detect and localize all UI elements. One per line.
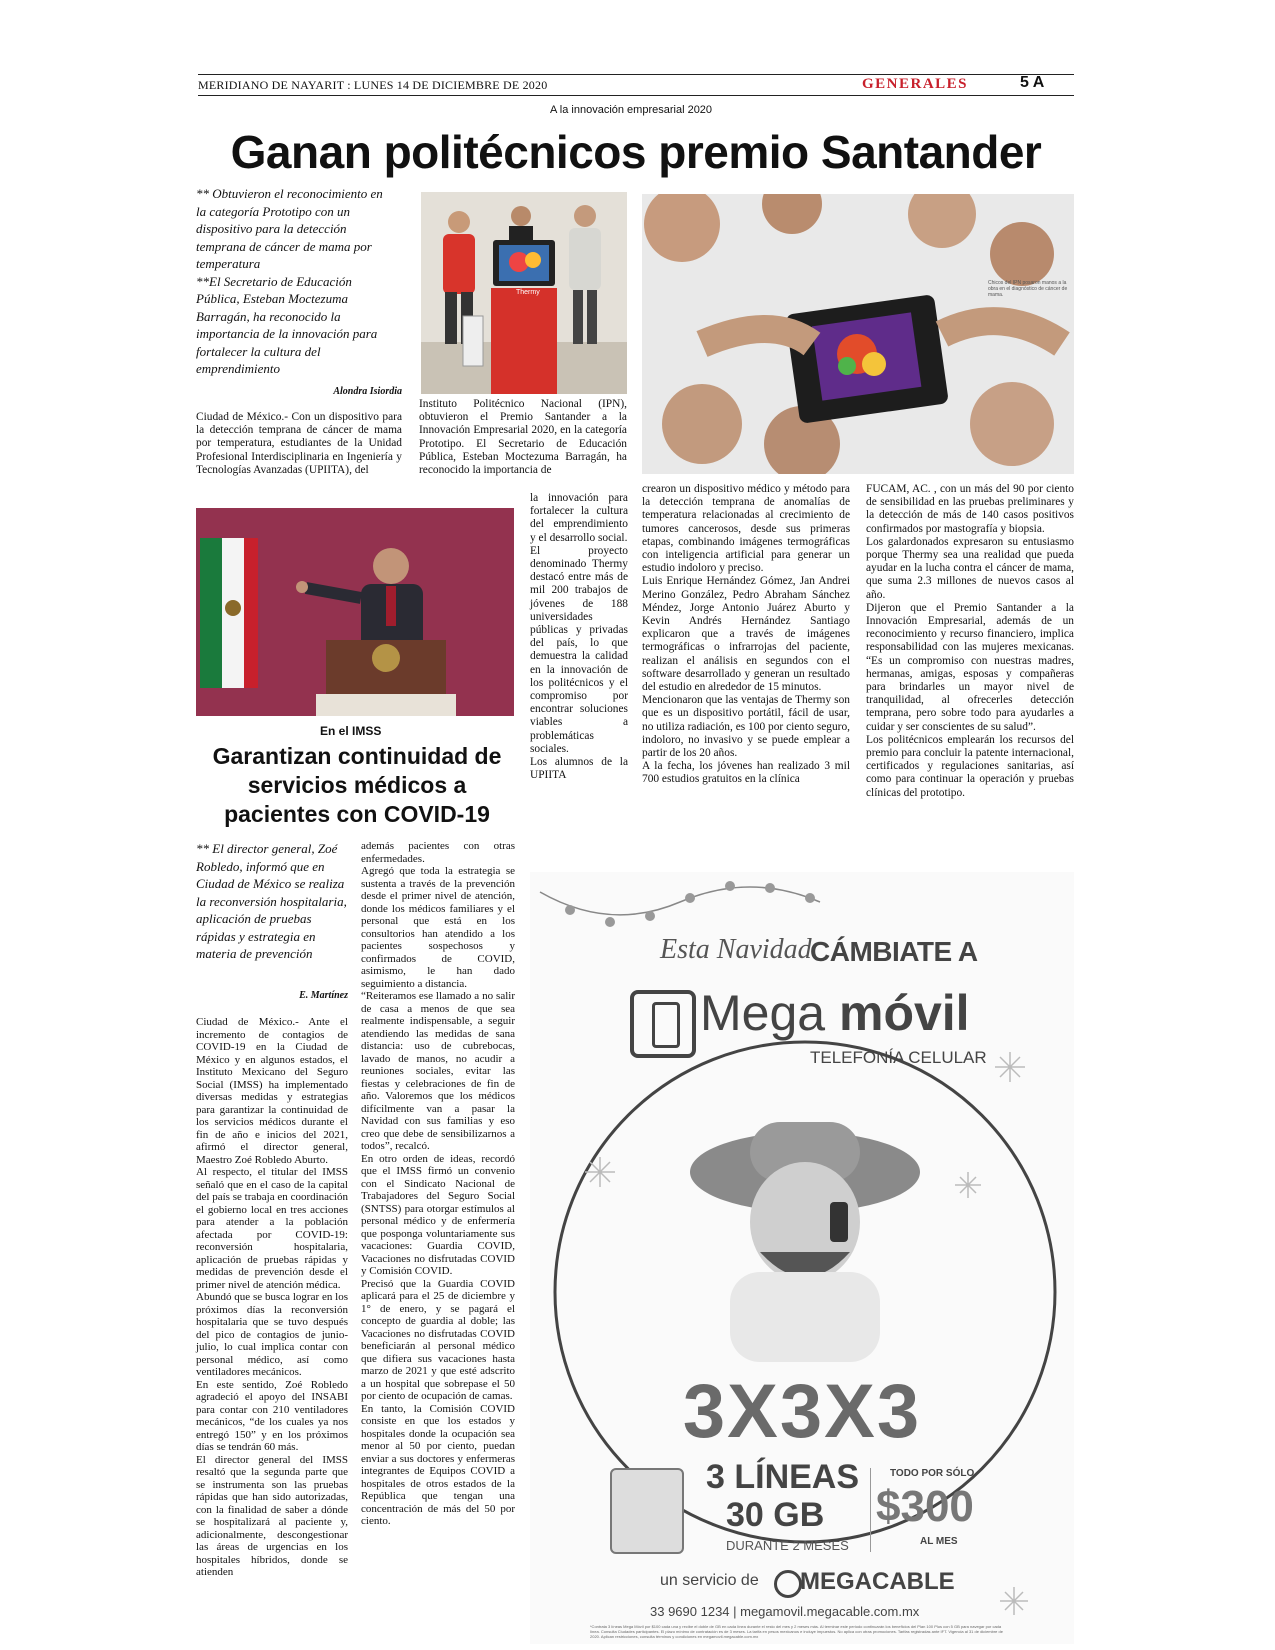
paper-dateline: MERIDIANO DE NAYARIT : LUNES 14 DE DICIEMBRE DE 2020 xyxy=(198,78,548,92)
students-device-photo xyxy=(421,192,627,394)
story2-deck: ** El director general, Zoé Robledo, informó que en Ciudad de México se realiza la reconversión hospitalaria, aplicación de pruebas rápidas y estrategia en materia de prevención xyxy=(196,841,347,961)
page-number: 5 A xyxy=(1020,74,1045,91)
header-bottom-rule xyxy=(198,95,1074,96)
ad-tagline-script: Esta Navidad xyxy=(660,934,812,965)
thermal-camera-photo xyxy=(642,194,1074,474)
phones-icon xyxy=(610,1468,684,1554)
megacable-logo-icon xyxy=(774,1570,802,1598)
section-name: GENERALES xyxy=(862,76,969,92)
story2-column-1: Ciudad de México.- Ante el incremento de contagios de COVID-19 en la Ciudad de México y en algunos estados, el Instituto Mexicano del Seguro Social (IMSS) ha implementado diversas medidas y estrategias para garantizar la continuidad de los servicios médicos durante el fin de año e inicios del 2021, afirmó el director general, Maestro Zoé Robledo Aburto. Al respecto, el titular del IMSS señaló que en el caso de la capital del país se trabaja en coordinación el gobierno local en tres acciones para atender a la población afectada por COVID-19: reconversión hospitalaria, aplicación de pruebas rápidas y medidas de prevención desde el primer nivel de atención médica. Abundó que se busca lograr en los próximos días la reconversión hospitalaria que se tuvo después del pico de contagios de junio-julio, lo cual implica contar con personal médico, así como ventiladores mecánicos. En este sentido, Zoé Robledo agradeció el apoyo del INSABI para contar con 210 ventiladores mecánicos, “de los cuales ya nos entregó 150” y en los próximos días se tendrán 60 más. El director general del IMSS resaltó que la segunda parte que se instrumenta son las pruebas rápidas que han sido autorizadas, con la finalidad de saber a dónde se hospitalizará al paciente y, adicionalmente, descongestionar las áreas de urgencias en los hospitales híbridos, donde se atienden xyxy=(196,1016,348,1578)
ad-brand-sub: TELEFONÍA CELULAR xyxy=(810,1048,987,1067)
story1-byline: Alondra Isiordia xyxy=(333,386,402,397)
story2-headline: Garantizan continuidad de servicios médicos a pacientes con COVID-19 xyxy=(212,743,502,827)
ad-contact: 33 9690 1234 | megamovil.megacable.com.mx xyxy=(650,1604,920,1619)
ad-todo-por: TODO POR SÓLO xyxy=(890,1468,975,1479)
story1-column-4: FUCAM, AC. , con un más del 90 por ciento de sensibilidad en las pruebas preliminares y la detección de más de 140 casos positivos confirmados por mastografía y biopsia. Los galardonados expresaron su entusiasmo porque Thermy sea una realidad que pueda ayudar en la lucha contra el cáncer de mama, que suma 2.3 millones de nuevos casos al año. Dijeron que el Premio Santander a la Innovación Empresarial, además de un reconocimiento y recurso financiero, implica responsabilidad con las mujeres mexicanas. “Es un compromiso con nuestras madres, hermanas, amigas, esposas y compañeras para brindarles un mayor nivel de tranquilidad, al ofrecerles detección temprana, pero sobre todo para ayudarles a cuidar y ser conscientes de su salud”. Los politécnicos emplearán los recursos del premio para concluir la patente internacional, certificados y regulaciones sanitarias, así como para continuar la operación y pruebas clínicas del prototipo. xyxy=(866,483,1074,799)
story1-deck: ** Obtuvieron el reconocimiento en la categoría Prototipo con un dispositivo para la detección temprana de cáncer de mama por temperatura **El Secretario de Educación Pública, Esteban Moctezuma Barragán, ha reconocido la importancia de la innovación para fortalecer la cultura del emprendimiento xyxy=(196,186,383,376)
story2-kicker: En el IMSS xyxy=(320,724,382,738)
ad-megacable: MEGACABLE xyxy=(800,1568,955,1595)
brand-movil: móvil xyxy=(838,985,970,1041)
brand-mega: Mega xyxy=(700,985,826,1041)
story1-column-2b: la innovación para fortalecer la cultura del emprendimiento y el desarrollo social. El proyecto denominado Thermy destacó entre más de mil 200 trabajos de jóvenes de 188 universidades públicas y privadas del país, lo que demuestra la calidad en la innovación de los politécnicos y el compromiso por encontrar soluciones viables a problemáticas sociales. Los alumnos de la UPIITA xyxy=(530,492,628,782)
ad-tagline-bold: CÁMBIATE A xyxy=(810,936,978,967)
story1-headline: Ganan politécnicos premio Santander xyxy=(230,126,1042,178)
ad-brand xyxy=(700,984,970,1042)
story1-column-3: crearon un dispositivo médico y método para la detección temprana de anomalías de temperatura relacionadas al crecimiento de tumores cancerosos, desde sus primeras etapas, combinando imágenes termográficas con inteligencia artificial para generar un estudio indoloro y preciso. Luis Enrique Hernández Gómez, Jan Andrei Merino González, Pedro Abraham Sánchez Méndez, Jorge Antonio Juárez Aburto y Kevin Andrés Hernández Santiago explicaron que a través de imágenes termográficas o infrarrojas del paciente, realizan el análisis en segundos con el software desarrollado y generan un resultado del estudio en alrededor de 15 minutos. Mencionaron que las ventajas de Thermy son que es un dispositivo portátil, fácil de usar, no utiliza radiación, es 100 por ciento seguro, indoloro, no invasivo y se puede emplear a partir de los 20 años. A la fecha, los jóvenes han realizado 3 mil 700 estudios gratuitos en la clínica xyxy=(642,483,850,786)
story2-column-2: además pacientes con otras enfermedades. Agregó que toda la estrategia se sustenta a través de la prevención desde el primer nivel de atención, donde los médicos familiares y el personal que está en los consultorios han atendido a los pacientes sospechosos y confirmados de COVID, asimismo, le han dado seguimiento a distancia. “Reiteramos ese llamado a no salir de casa a menos de que sea realmente indispensable, a seguir atendiendo las medidas de sana distancia: uso de cubrebocas, lavado de manos, no acudir a reuniones sociales, evitar las fiestas y celebraciones de fin de año. Valoremos que los médicos difícilmente van a pasar la Navidad con sus familias y eso creo que debe de sensibilizarnos a todos”, recalcó. En otro orden de ideas, recordó que el IMSS firmó un convenio con el Sindicato Nacional de Trabajadores del Seguro Social (SNTSS) para otorgar estímulos al personal médico y de enfermería que posponga voluntariamente sus vacaciones: Guardia COVID, Vacaciones no disfrutadas COVID y Comisión COVID. Precisó que la Guardia COVID aplicará para el 25 de diciembre y 1° de enero, y se pagará el concepto de guardia al doble; las Vacaciones no disfrutadas COVID beneficiarán al personal médico que difiera sus vacaciones hasta marzo de 2021 y que esté adscrito a un hospital que sobrepase el 50 por ciento de ocupación de camas. En tanto, la Comisión COVID consiste en que los estados y hospitales donde la ocupación sea menor al 50 por ciento, puedan enviar a sus doctores y enfermeras integrantes de Equipos COVID a hospitales de otros estados de la República que tengan una concentración de más del 50 por ciento. xyxy=(361,840,515,1527)
ad-fine-print: *Contrata 3 líneas Mega Móvil por $100 cada una y recibe el doble de GB en cada línea durante el resto del mes y 2 meses más. Al terminar este periodo continuarán los beneficios del Plan 100 Plus con 5 GB para navegar por cada línea. Consulta Ciudades participantes. El plazo mínimo de contratación es de 3 meses. La tarifa en pesos mexicanos e incluye impuestos. No aplica con otras promociones. Tarifas registradas ante IFT. Vigencia al 31 de diciembre de 2020. Aplican restricciones, consulta términos y condiciones en megamovil.megacable.com.mx xyxy=(590,1624,1003,1639)
ad-gb: 30 GB xyxy=(726,1496,825,1534)
story1-kicker: A la innovación empresarial 2020 xyxy=(550,104,713,116)
story1-column-1: Ciudad de México.- Con un dispositivo para la detección temprana de cáncer de mama por temperatura, estudiantes de la Unidad Profesional Interdisciplinaria en Ingeniería y Tecnologías Avanzadas (UPIITA), del xyxy=(196,411,402,476)
ad-divider xyxy=(870,1468,871,1552)
ad-promo-big: 3X3X3 xyxy=(682,1369,922,1454)
phone-swap-icon xyxy=(630,990,696,1058)
photo-caption: Chicos del IPN posaron manos a la obra en el diagnóstico de cáncer de mama. xyxy=(988,280,1068,298)
singer-portrait xyxy=(680,1102,930,1362)
ad-lines: 3 LÍNEAS xyxy=(706,1458,860,1496)
megamovil-ad xyxy=(530,872,1074,1644)
ad-duration: DURANTE 2 MESES xyxy=(726,1538,849,1553)
ad-al-mes: AL MES xyxy=(920,1536,958,1547)
story2-byline: E. Martínez xyxy=(299,990,348,1001)
header-top-rule xyxy=(198,74,1074,75)
imss-director-photo xyxy=(196,508,514,716)
story1-column-2: Instituto Politécnico Nacional (IPN), obtuvieron el Premio Santander a la Innovación Empresarial 2020, en la categoría Prototipo. El Secretario de Educación Pública, Esteban Moctezuma Barragán, ha reconocido la importancia de xyxy=(419,398,627,477)
thermy-label: Thermy xyxy=(516,289,540,296)
ad-servicio: un servicio de xyxy=(660,1572,759,1589)
ad-price: $300 xyxy=(876,1482,974,1531)
